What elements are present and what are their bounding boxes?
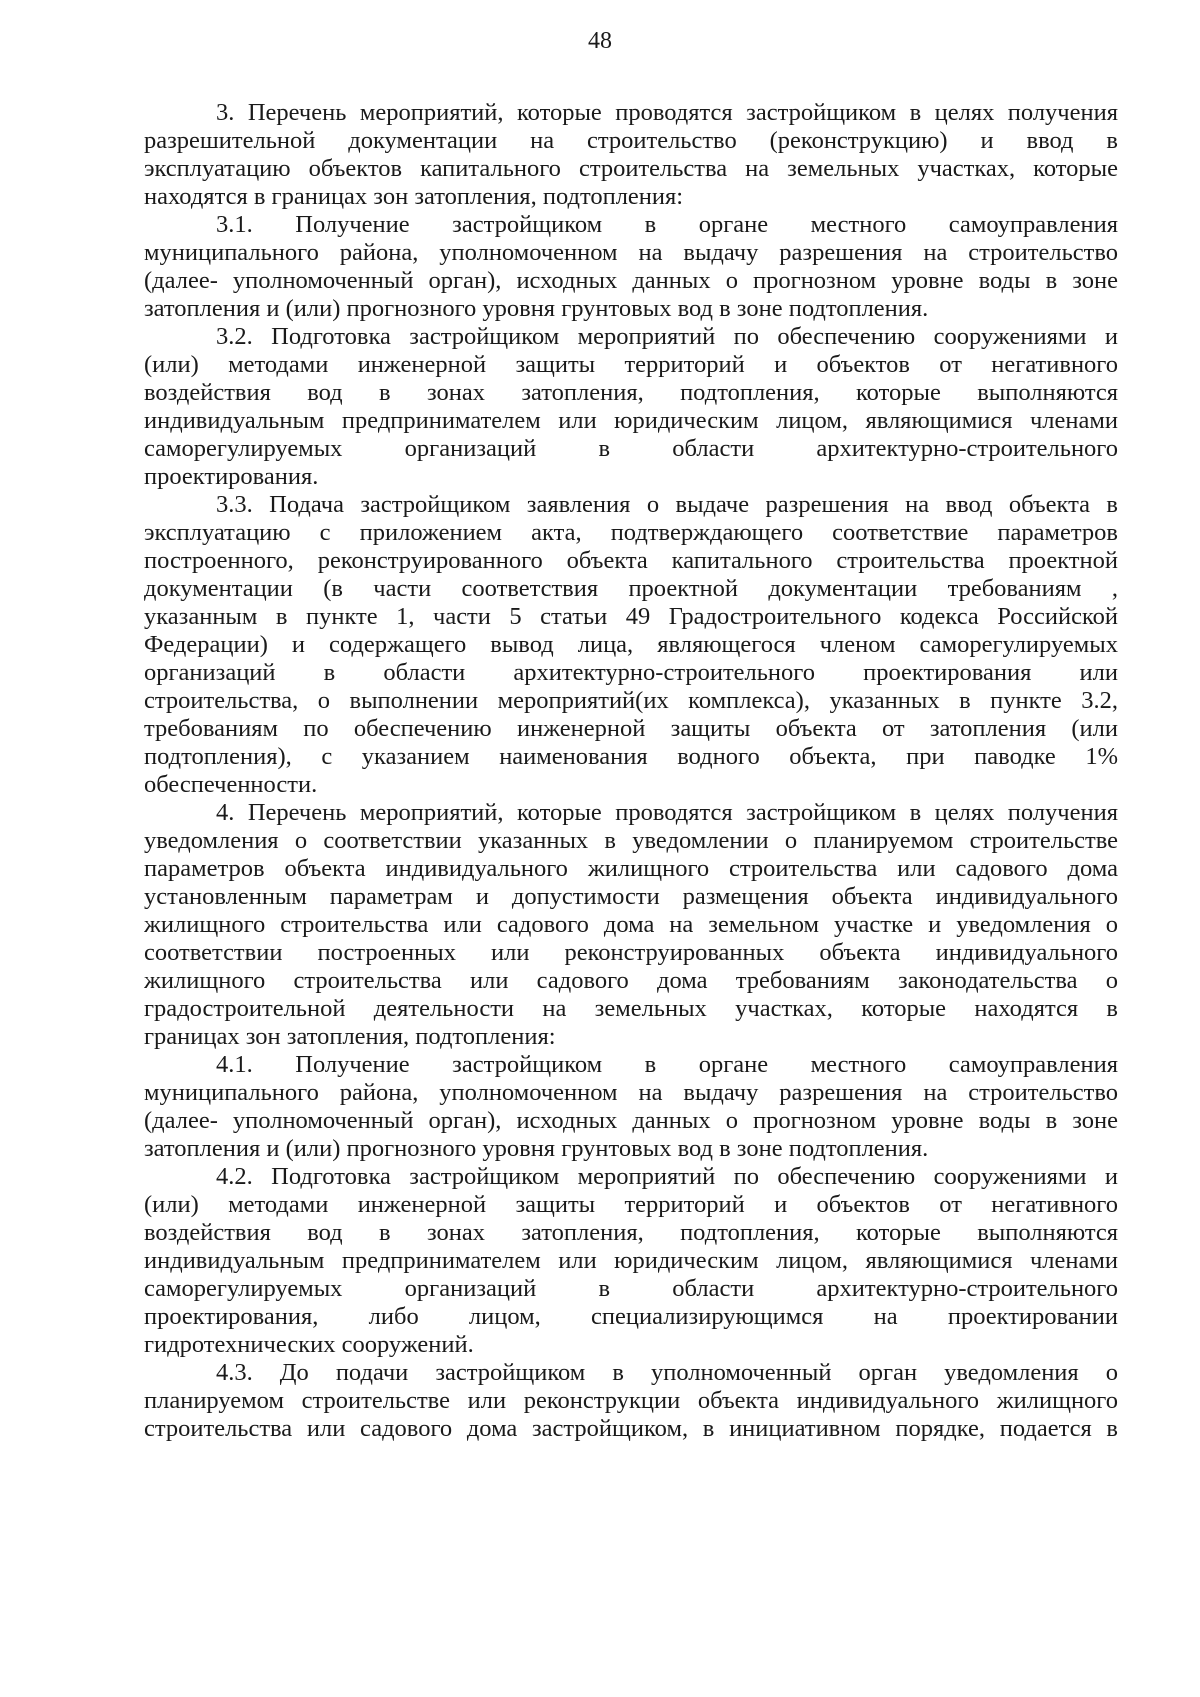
text-line: 4.3. До подачи застройщиком в уполномоченный орган уведомления о — [216, 1359, 1118, 1386]
text-line: воздействия вод в зонах затопления, подтопления, которые выполняются — [144, 1219, 1118, 1246]
text-line: требованиям по обеспечению инженерной защиты объекта от затопления (или — [144, 715, 1118, 742]
text-line: проектирования. — [144, 463, 319, 490]
text-line: соответствии построенных или реконструированных объекта индивидуального — [144, 939, 1118, 966]
text-line: построенного, реконструированного объекта капитального строительства проектной — [144, 547, 1118, 574]
text-line: разрешительной документации на строительство (реконструкцию) и ввод в — [144, 127, 1118, 154]
text-line: жилищного строительства или садового дома требованиям законодательства о — [144, 967, 1118, 994]
text-line: строительства, о выполнении мероприятий(их комплекса), указанных в пункте 3.2, — [144, 687, 1118, 714]
text-line: 3.1. Получение застройщиком в органе местного самоуправления — [216, 211, 1118, 238]
text-line: (или) методами инженерной защиты территорий и объектов от негативного — [144, 1191, 1118, 1218]
text-line: уведомления о соответствии указанных в уведомлении о планируемом строительстве — [144, 827, 1118, 854]
text-line: установленным параметрам и допустимости размещения объекта индивидуального — [144, 883, 1118, 910]
text-line: индивидуальным предпринимателем или юридическим лицом, являющимися членами — [144, 407, 1118, 434]
text-line: 3.3. Подача застройщиком заявления о выдаче разрешения на ввод объекта в — [216, 491, 1118, 518]
text-line: параметров объекта индивидуального жилищного строительства или садового дома — [144, 855, 1118, 882]
text-line: (далее- уполномоченный орган), исходных данных о прогнозном уровне воды в зоне — [144, 267, 1118, 294]
text-line: (или) методами инженерной защиты территорий и объектов от негативного — [144, 351, 1118, 378]
text-line: затопления и (или) прогнозного уровня грунтовых вод в зоне подтопления. — [144, 295, 929, 322]
text-line: гидротехнических сооружений. — [144, 1331, 474, 1358]
text-line: воздействия вод в зонах затопления, подтопления, которые выполняются — [144, 379, 1118, 406]
text-line: строительства или садового дома застройщиком, в инициативном порядке, подается в — [144, 1415, 1118, 1442]
text-line: организаций в области архитектурно-строительного проектирования или — [144, 659, 1118, 686]
text-line: проектирования, либо лицом, специализирующимся на проектировании — [144, 1303, 1118, 1330]
text-line: эксплуатацию с приложением акта, подтверждающего соответствие параметров — [144, 519, 1118, 546]
text-line: 4. Перечень мероприятий, которые проводятся застройщиком в целях получения — [216, 799, 1118, 826]
text-line: (далее- уполномоченный орган), исходных данных о прогнозном уровне воды в зоне — [144, 1107, 1118, 1134]
text-line: градостроительной деятельности на земельных участках, которые находятся в — [144, 995, 1118, 1022]
text-line: 3. Перечень мероприятий, которые проводятся застройщиком в целях получения — [216, 99, 1118, 126]
text-line: указанным в пункте 1, части 5 статьи 49 Градостроительного кодекса Российской — [144, 603, 1118, 630]
text-line: 4.2. Подготовка застройщиком мероприятий по обеспечению сооружениями и — [216, 1163, 1118, 1190]
text-line: жилищного строительства или садового дома на земельном участке и уведомления о — [144, 911, 1118, 938]
text-line: саморегулируемых организаций в области архитектурно-строительного — [144, 1275, 1118, 1302]
text-line: находятся в границах зон затопления, подтопления: — [144, 183, 684, 210]
text-line: затопления и (или) прогнозного уровня грунтовых вод в зоне подтопления. — [144, 1135, 929, 1162]
text-line: границах зон затопления, подтопления: — [144, 1023, 556, 1050]
text-line: планируемом строительстве или реконструкции объекта индивидуального жилищного — [144, 1387, 1118, 1414]
text-line: Федерации) и содержащего вывод лица, являющегося членом саморегулируемых — [144, 631, 1118, 658]
text-line: муниципального района, уполномоченном на выдачу разрешения на строительство — [144, 239, 1118, 266]
text-line: подтопления), с указанием наименования водного объекта, при паводке 1% — [144, 743, 1118, 770]
text-line: 3.2. Подготовка застройщиком мероприятий по обеспечению сооружениями и — [216, 323, 1118, 350]
text-line: муниципального района, уполномоченном на выдачу разрешения на строительство — [144, 1079, 1118, 1106]
text-line: обеспеченности. — [144, 771, 318, 798]
text-line: документации (в части соответствия проектной документации требованиям , — [144, 575, 1118, 602]
text-line: 4.1. Получение застройщиком в органе местного самоуправления — [216, 1051, 1118, 1078]
text-line: эксплуатацию объектов капитального строительства на земельных участках, которые — [144, 155, 1118, 182]
page-number: 48 — [588, 28, 612, 54]
text-line: индивидуальным предпринимателем или юридическим лицом, являющимися членами — [144, 1247, 1118, 1274]
text-line: саморегулируемых организаций в области архитектурно-строительного — [144, 435, 1118, 462]
